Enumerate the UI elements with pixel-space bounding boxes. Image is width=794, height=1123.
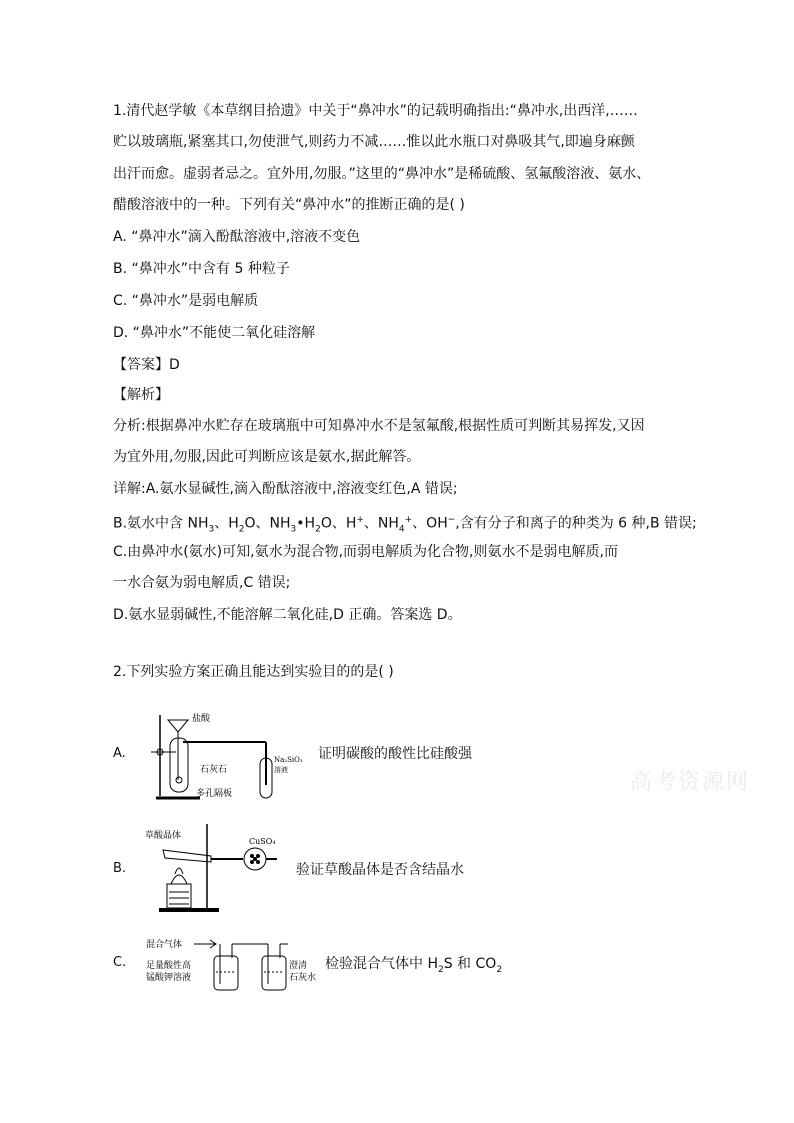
q2-option-c-caption: 检验混合气体中 $H_2S$ 和 $CO_2$ [325,956,503,975]
q2-option-a-caption: 证明碳酸的酸性比硅酸强 [318,746,472,762]
q1-analysis-1: 分析:根据鼻冲水贮存在玻璃瓶中可知鼻冲水不是氢氟酸,根据性质可判断其易挥发,又因 [113,418,645,434]
apparatus-a-diagram [148,710,303,802]
label-limewater: 石灰水 [289,973,317,983]
q1-option-b: B. “鼻冲水”中含有 5 种粒子 [113,261,290,277]
q2-stem: 2.下列实验方案正确且能达到实验目的的是( ) [113,664,394,680]
q1-line-1: 1.清代赵学敏《本草纲目拾遗》中关于“鼻冲水”的记载明确指出:“鼻冲水,出西洋,…… [113,103,638,119]
q1-line-3: 出汗而愈。虚弱者忌之。宜外用,勿服。”这里的“鼻冲水”是稀硫酸、氢氟酸溶液、氨水、 [113,166,651,182]
q2-option-a-label: A. [113,746,126,761]
label-kmno4-2: 锰酸钾溶液 [146,973,192,983]
label-cuso4: CuSO₄ [249,837,276,846]
label-porous-plate: 多孔隔板 [196,789,233,799]
q1-answer: 【答案】D [113,357,180,373]
q2-option-b-caption: 验证草酸晶体是否含结晶水 [296,862,464,878]
q2-option-b-label: B. [113,861,127,876]
label-solution: 溶液 [274,766,288,774]
label-hydrochloric-acid: 盐酸 [192,714,211,724]
watermark: 高考资源网 [630,770,751,795]
q1-detail-c-2: 一水合氨为弱电解质,C 错误; [113,575,291,591]
q2-option-c-label: C. [113,955,127,970]
q1-analysis-heading: 【解析】 [113,387,169,403]
label-mixed-gas: 混合气体 [146,940,183,950]
q1-line-4: 醋酸溶液中的一种。下列有关“鼻冲水”的推断正确的是( ) [113,197,465,213]
q1-detail-a: 详解:A.氨水显碱性,滴入酚酞溶液中,溶液变红色,A 错误; [113,481,458,497]
q1-option-a: A. “鼻冲水”滴入酚酞溶液中,溶液不变色 [113,229,361,245]
q1-analysis-2: 为宜外用,勿服,因此可判断应该是氨水,据此解答。 [113,449,421,465]
q1-detail-c-1: C.由鼻冲水(氨水)可知,氨水为混合物,而弱电解质为化合物,则氨水不是弱电解质,而 [113,544,618,560]
q1-detail-d: D.氨水显弱碱性,不能溶解二氧化硅,D 正确。答案选 D。 [113,607,462,623]
apparatus-b-diagram [145,822,285,914]
label-limestone: 石灰石 [200,765,228,775]
label-kmno4-1: 足量酸性高 [146,961,192,971]
label-clear: 澄清 [289,961,308,971]
label-na2sio3: Na₂SiO₃ [274,756,303,764]
q1-detail-b: B.氨水中含 $NH_3$、$H_2O$、$NH_3•H_2O$、H+、$NH_4^+$、OH−,含有分子和离子的种类为 6 种,B 错误; [113,515,697,535]
q1-option-d: D. “鼻冲水”不能使二氧化硅溶解 [113,325,316,341]
label-oxalic-crystal: 草酸晶体 [145,831,182,841]
q1-option-c: C. “鼻冲水”是弱电解质 [113,293,259,309]
q1-line-2: 贮以玻璃瓶,紧塞其口,勿使泄气,则药力不减……惟以此水瓶口对鼻吸其气,即遍身麻颤 [113,134,635,150]
apparatus-c-diagram [146,934,316,996]
